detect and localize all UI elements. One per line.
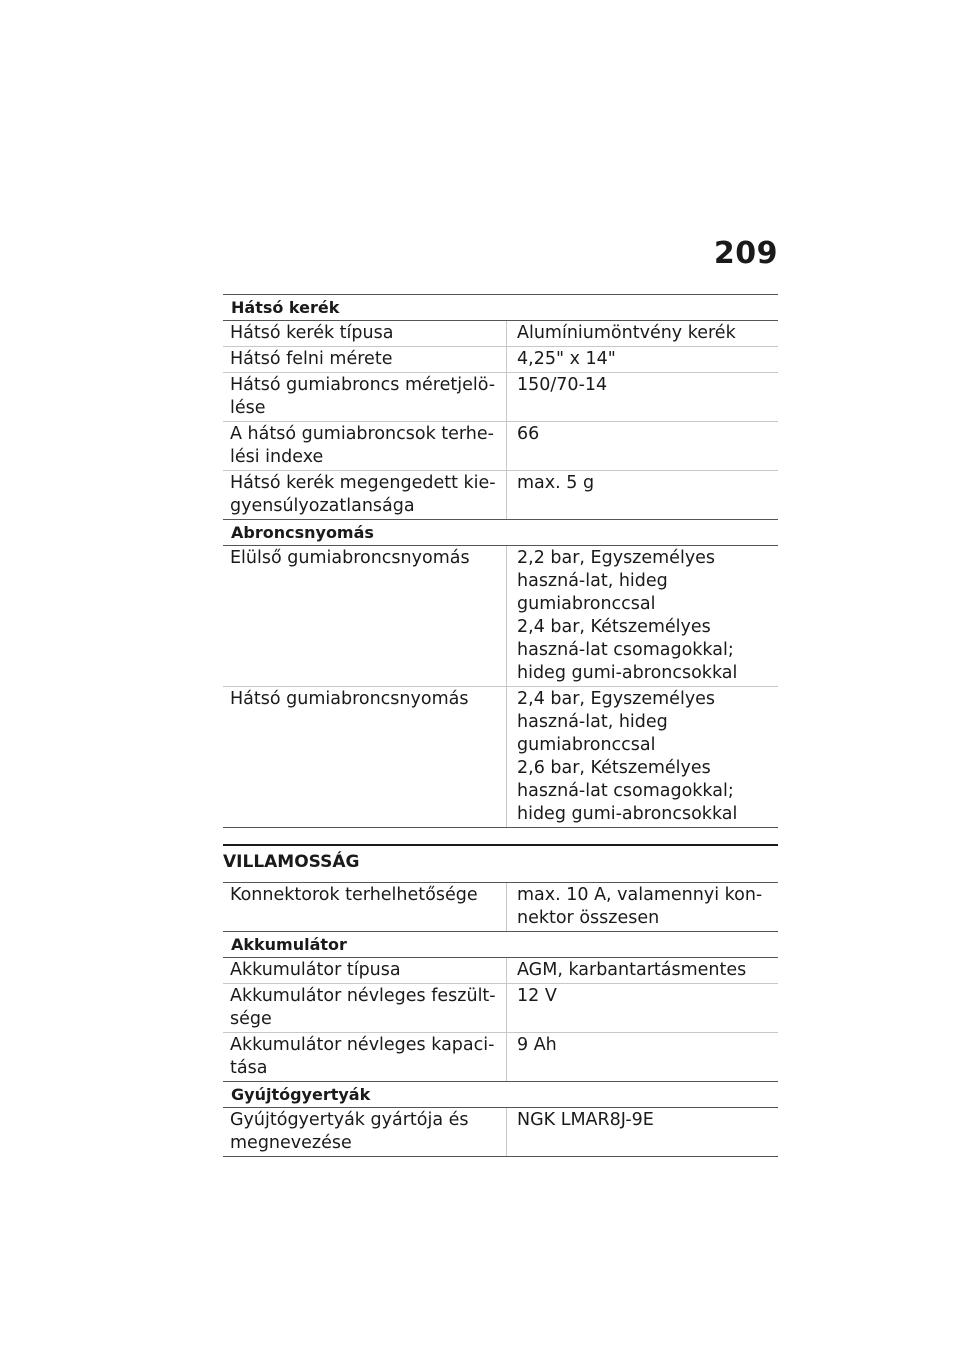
chapter-title: VILLAMOSSÁG: [223, 844, 778, 883]
row-value: max. 10 A, valamennyi kon-nektor összesen: [506, 883, 778, 931]
table-row: [223, 422, 778, 471]
row-value: Alumíniumöntvény kerék: [506, 321, 778, 346]
electrical-table: [223, 883, 778, 1157]
table-row: [223, 1108, 778, 1157]
row-value: 66: [506, 422, 778, 470]
table-row: [223, 883, 778, 932]
table-row: [223, 546, 778, 687]
section-title-spark-plugs: Gyújtógyertyák: [223, 1082, 778, 1108]
row-value: 2,4 bar, Egyszemélyes haszná-lat, hideg gumiabronccsal 2,6 bar, Kétszemélyes haszná-lat csomagokkal; hideg gumi-abroncsokkal: [506, 687, 778, 827]
row-value: max. 5 g: [506, 471, 778, 519]
row-label: Hátsó felni mérete: [230, 349, 393, 369]
row-label: Konnektorok terhelhetősége: [230, 885, 478, 905]
table-row: [223, 373, 778, 422]
row-label: Hátsó kerék megengedett kie-gyensúlyozatlansága: [230, 473, 496, 516]
page-number: 209: [713, 236, 778, 271]
row-value: 2,2 bar, Egyszemélyes haszná-lat, hideg gumiabronccsal 2,4 bar, Kétszemélyes haszná-lat csomagokkal; hideg gumi-abroncsokkal: [506, 546, 778, 686]
row-value: AGM, karbantartásmentes: [506, 958, 778, 983]
row-label: Elülső gumiabroncsnyomás: [230, 548, 470, 568]
row-value: 12 V: [506, 984, 778, 1032]
row-value: 150/70-14: [506, 373, 778, 421]
row-label: Akkumulátor típusa: [230, 960, 401, 980]
table-row: [223, 347, 778, 373]
table-row: [223, 958, 778, 984]
table-row: [223, 687, 778, 828]
table-row: [223, 1033, 778, 1082]
row-label: Hátsó gumiabroncs méretjelö-lése: [230, 375, 496, 418]
row-label: Akkumulátor névleges kapaci-tása: [230, 1035, 495, 1078]
spec-content: [223, 294, 778, 1157]
row-label: Hátsó kerék típusa: [230, 323, 394, 343]
rear-wheel-table: [223, 294, 778, 828]
table-row: [223, 471, 778, 520]
row-value: NGK LMAR8J-9E: [506, 1108, 778, 1156]
row-value: 4,25" x 14": [506, 347, 778, 372]
row-value: 9 Ah: [506, 1033, 778, 1081]
row-label: A hátsó gumiabroncsok terhe-lési indexe: [230, 424, 494, 467]
table-row: [223, 321, 778, 347]
section-title-tire-pressure: Abroncsnyomás: [223, 520, 778, 546]
row-label: Gyújtógyertyák gyártója és megnevezése: [230, 1110, 469, 1153]
table-row: [223, 984, 778, 1033]
section-title-battery: Akkumulátor: [223, 932, 778, 958]
row-label: Hátsó gumiabroncsnyomás: [230, 689, 469, 709]
row-label: Akkumulátor névleges feszült-sége: [230, 986, 496, 1029]
section-title-rear-wheel: Hátsó kerék: [223, 295, 778, 321]
